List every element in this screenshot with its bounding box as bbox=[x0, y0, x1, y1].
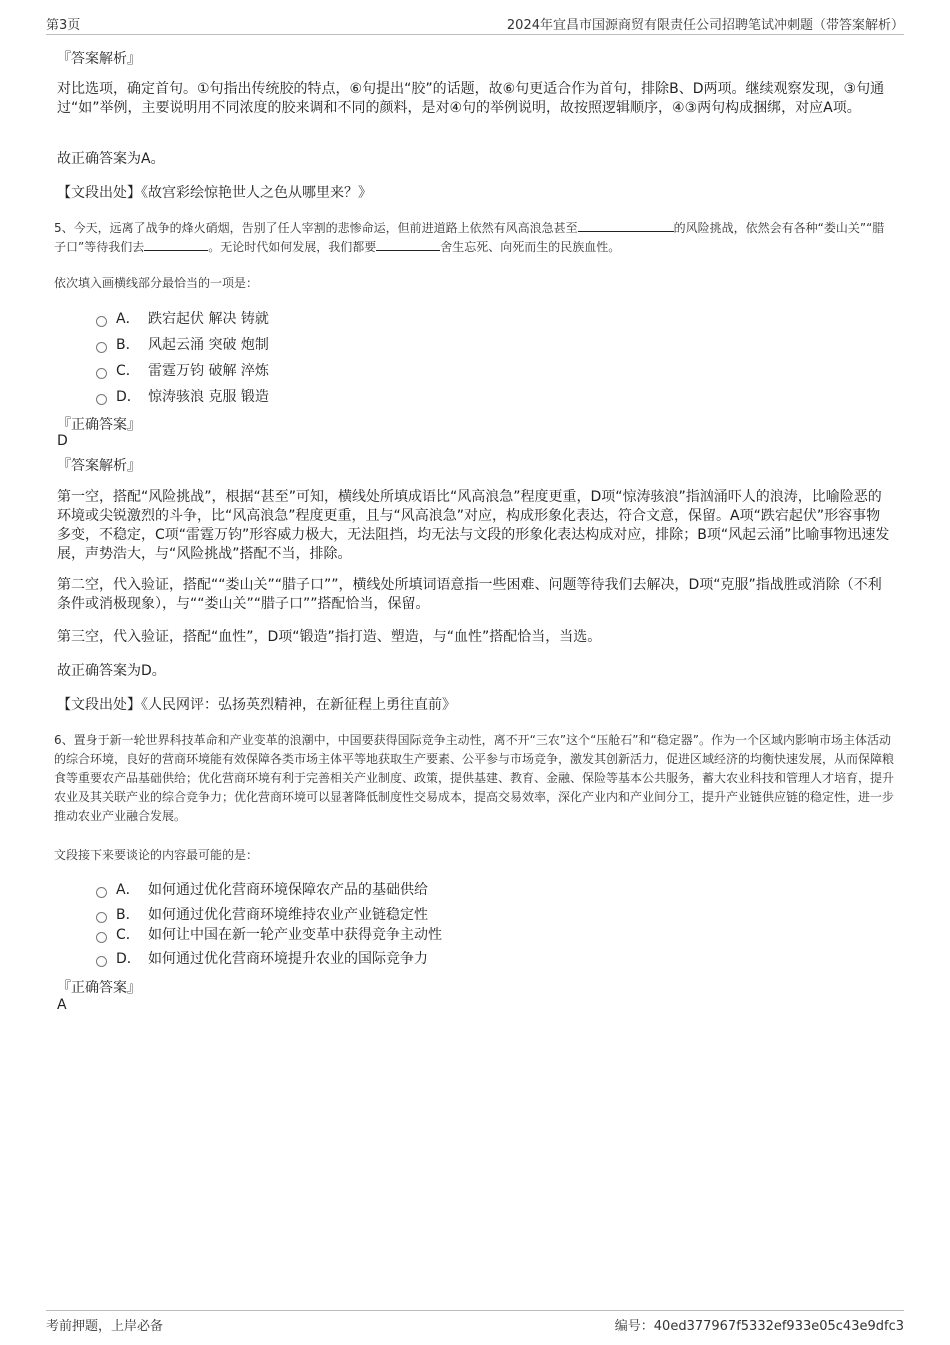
analysis-label: 『答案解析』 bbox=[57, 458, 141, 474]
question-prompt: 依次填入画横线部分最恰当的一项是： bbox=[54, 276, 259, 290]
analysis-text: 对比选项，确定首句。①句指出传统胶的特点，⑥句提出“胶”的话题，故⑥句更适合作为首句，排除B、D两项。继续观察发现，③句通过“如”举例，主要说明用不同浓度的胶来调和不同的颜料，是对④句的举例说明，故按照逻辑顺序，④③两句构成捆绑，对应A项。 bbox=[57, 81, 885, 116]
answer-value: D bbox=[57, 433, 68, 449]
blank-line bbox=[376, 238, 440, 251]
option-b[interactable]: B． 风起云涌 突破 炮制 bbox=[96, 334, 269, 354]
radio-icon[interactable] bbox=[96, 912, 107, 923]
page-number: 第3页 bbox=[46, 18, 81, 33]
radio-icon[interactable] bbox=[96, 887, 107, 898]
radio-icon[interactable] bbox=[96, 316, 107, 327]
document-title: 2024年宜昌市国源商贸有限责任公司招聘笔试冲刺题（带答案解析） bbox=[506, 18, 904, 33]
blank-line bbox=[578, 219, 674, 232]
option-b[interactable]: B． 如何通过优化营商环境维持农业产业链稳定性 bbox=[96, 904, 428, 924]
analysis-paragraph: 第一空，搭配“风险挑战”，根据“甚至”可知，横线处所填成语比“风高浪急”程度更重，D项“惊涛骇浪”指汹涌吓人的浪涛，比喻险恶的环境或尖锐激烈的斗争，比“风高浪急”程度更重，且与“风高浪急”对应，构成形象化表达，符合文意，保留。A项“跌宕起伏”形容事物多变，不稳定，C项“雷霆万钧”形容威力极大，无法阻挡，均无法与文段的形象化表达构成对应，排除；B项“风起云涌”比喻事物迅速发展，声势浩大，与“风险挑战”搭配不当，排除。 bbox=[57, 489, 890, 562]
analysis-label: 『答案解析』 bbox=[57, 51, 141, 67]
page-header bbox=[46, 14, 904, 35]
question-stem: 6、置身于新一轮世界科技革命和产业变革的浪潮中，中国要获得国际竞争主动性，离不开“三农”这个“压舱石”和“稳定器”。作为一个区域内影响市场主体活动的综合环境，良好的营商环境能有效保障各类市场主体平等地获取生产要素、公平参与市场竞争，激发其创新活力，促进区域经济的均衡快速发展，从而保障粮食等重要农产品基础供给；优化营商环境有利于完善相关产业制度、政策，提供基建、教育、金融、保险等基本公共服务，蓄大农业科技和管理人才培育，提升农业及其关联产业的综合竞争力；优化营商环境可以显著降低制度性交易成本，提高交易效率，深化产业内和产业间分工，提升产业链供应链的稳定性，进一步推动农业产业融合发展。 bbox=[54, 733, 895, 823]
option-d[interactable]: D． 如何通过优化营商环境提升农业的国际竞争力 bbox=[96, 948, 428, 968]
conclusion-text: 故正确答案为A。 bbox=[57, 151, 165, 167]
analysis-paragraph: 第三空，代入验证，搭配“血性”，D项“锻造”指打造、塑造，与“血性”搭配恰当，当选。 bbox=[57, 629, 602, 645]
conclusion-text: 故正确答案为D。 bbox=[57, 663, 166, 679]
source-citation: 【文段出处】《人民网评：弘扬英烈精神，在新征程上勇往直前》 bbox=[57, 697, 456, 713]
source-citation: 【文段出处】《故宫彩绘惊艳世人之色从哪里来？》 bbox=[57, 185, 372, 201]
option-a[interactable]: A． 如何通过优化营商环境保障农产品的基础供给 bbox=[96, 879, 428, 899]
radio-icon[interactable] bbox=[96, 368, 107, 379]
analysis-paragraph: 第二空，代入验证，搭配““娄山关”“腊子口””，横线处所填词语意指一些困难、问题等待我们去解决，D项“克服”指战胜或消除（不利条件或消极现象），与““娄山关”“腊子口””搭配恰当，保留。 bbox=[57, 577, 882, 612]
radio-icon[interactable] bbox=[96, 394, 107, 405]
option-a[interactable]: A． 跌宕起伏 解决 铸就 bbox=[96, 308, 269, 328]
radio-icon[interactable] bbox=[96, 342, 107, 353]
page-footer bbox=[46, 1310, 904, 1335]
answer-label: 『正确答案』 bbox=[57, 980, 141, 996]
radio-icon[interactable] bbox=[96, 956, 107, 967]
question-prompt: 文段接下来要谈论的内容最可能的是： bbox=[54, 848, 259, 862]
option-c[interactable]: C． 如何让中国在新一轮产业变革中获得竞争主动性 bbox=[96, 924, 442, 944]
answer-label: 『正确答案』 bbox=[57, 417, 141, 433]
option-d[interactable]: D． 惊涛骇浪 克服 锻造 bbox=[96, 386, 269, 406]
option-c[interactable]: C． 雷霆万钧 破解 淬炼 bbox=[96, 360, 269, 380]
footer-slogan: 考前押题，上岸必备 bbox=[46, 1319, 164, 1334]
question-stem: 5、今天，远离了战争的烽火硝烟，告别了任人宰割的悲惨命运，但前进道路上依然有风高浪急甚至 的风险挑战，依然会有各种“娄山关”“腊子口”等待我们去 。无论时代如何发展，我们都要 舍生忘死、向死而生的民族血性。 bbox=[54, 221, 885, 254]
blank-line bbox=[144, 238, 208, 251]
answer-value: A bbox=[57, 997, 67, 1013]
document-id: 编号：40ed377967f5332ef933e05c43e9dfc3 bbox=[614, 1319, 904, 1334]
radio-icon[interactable] bbox=[96, 932, 107, 943]
